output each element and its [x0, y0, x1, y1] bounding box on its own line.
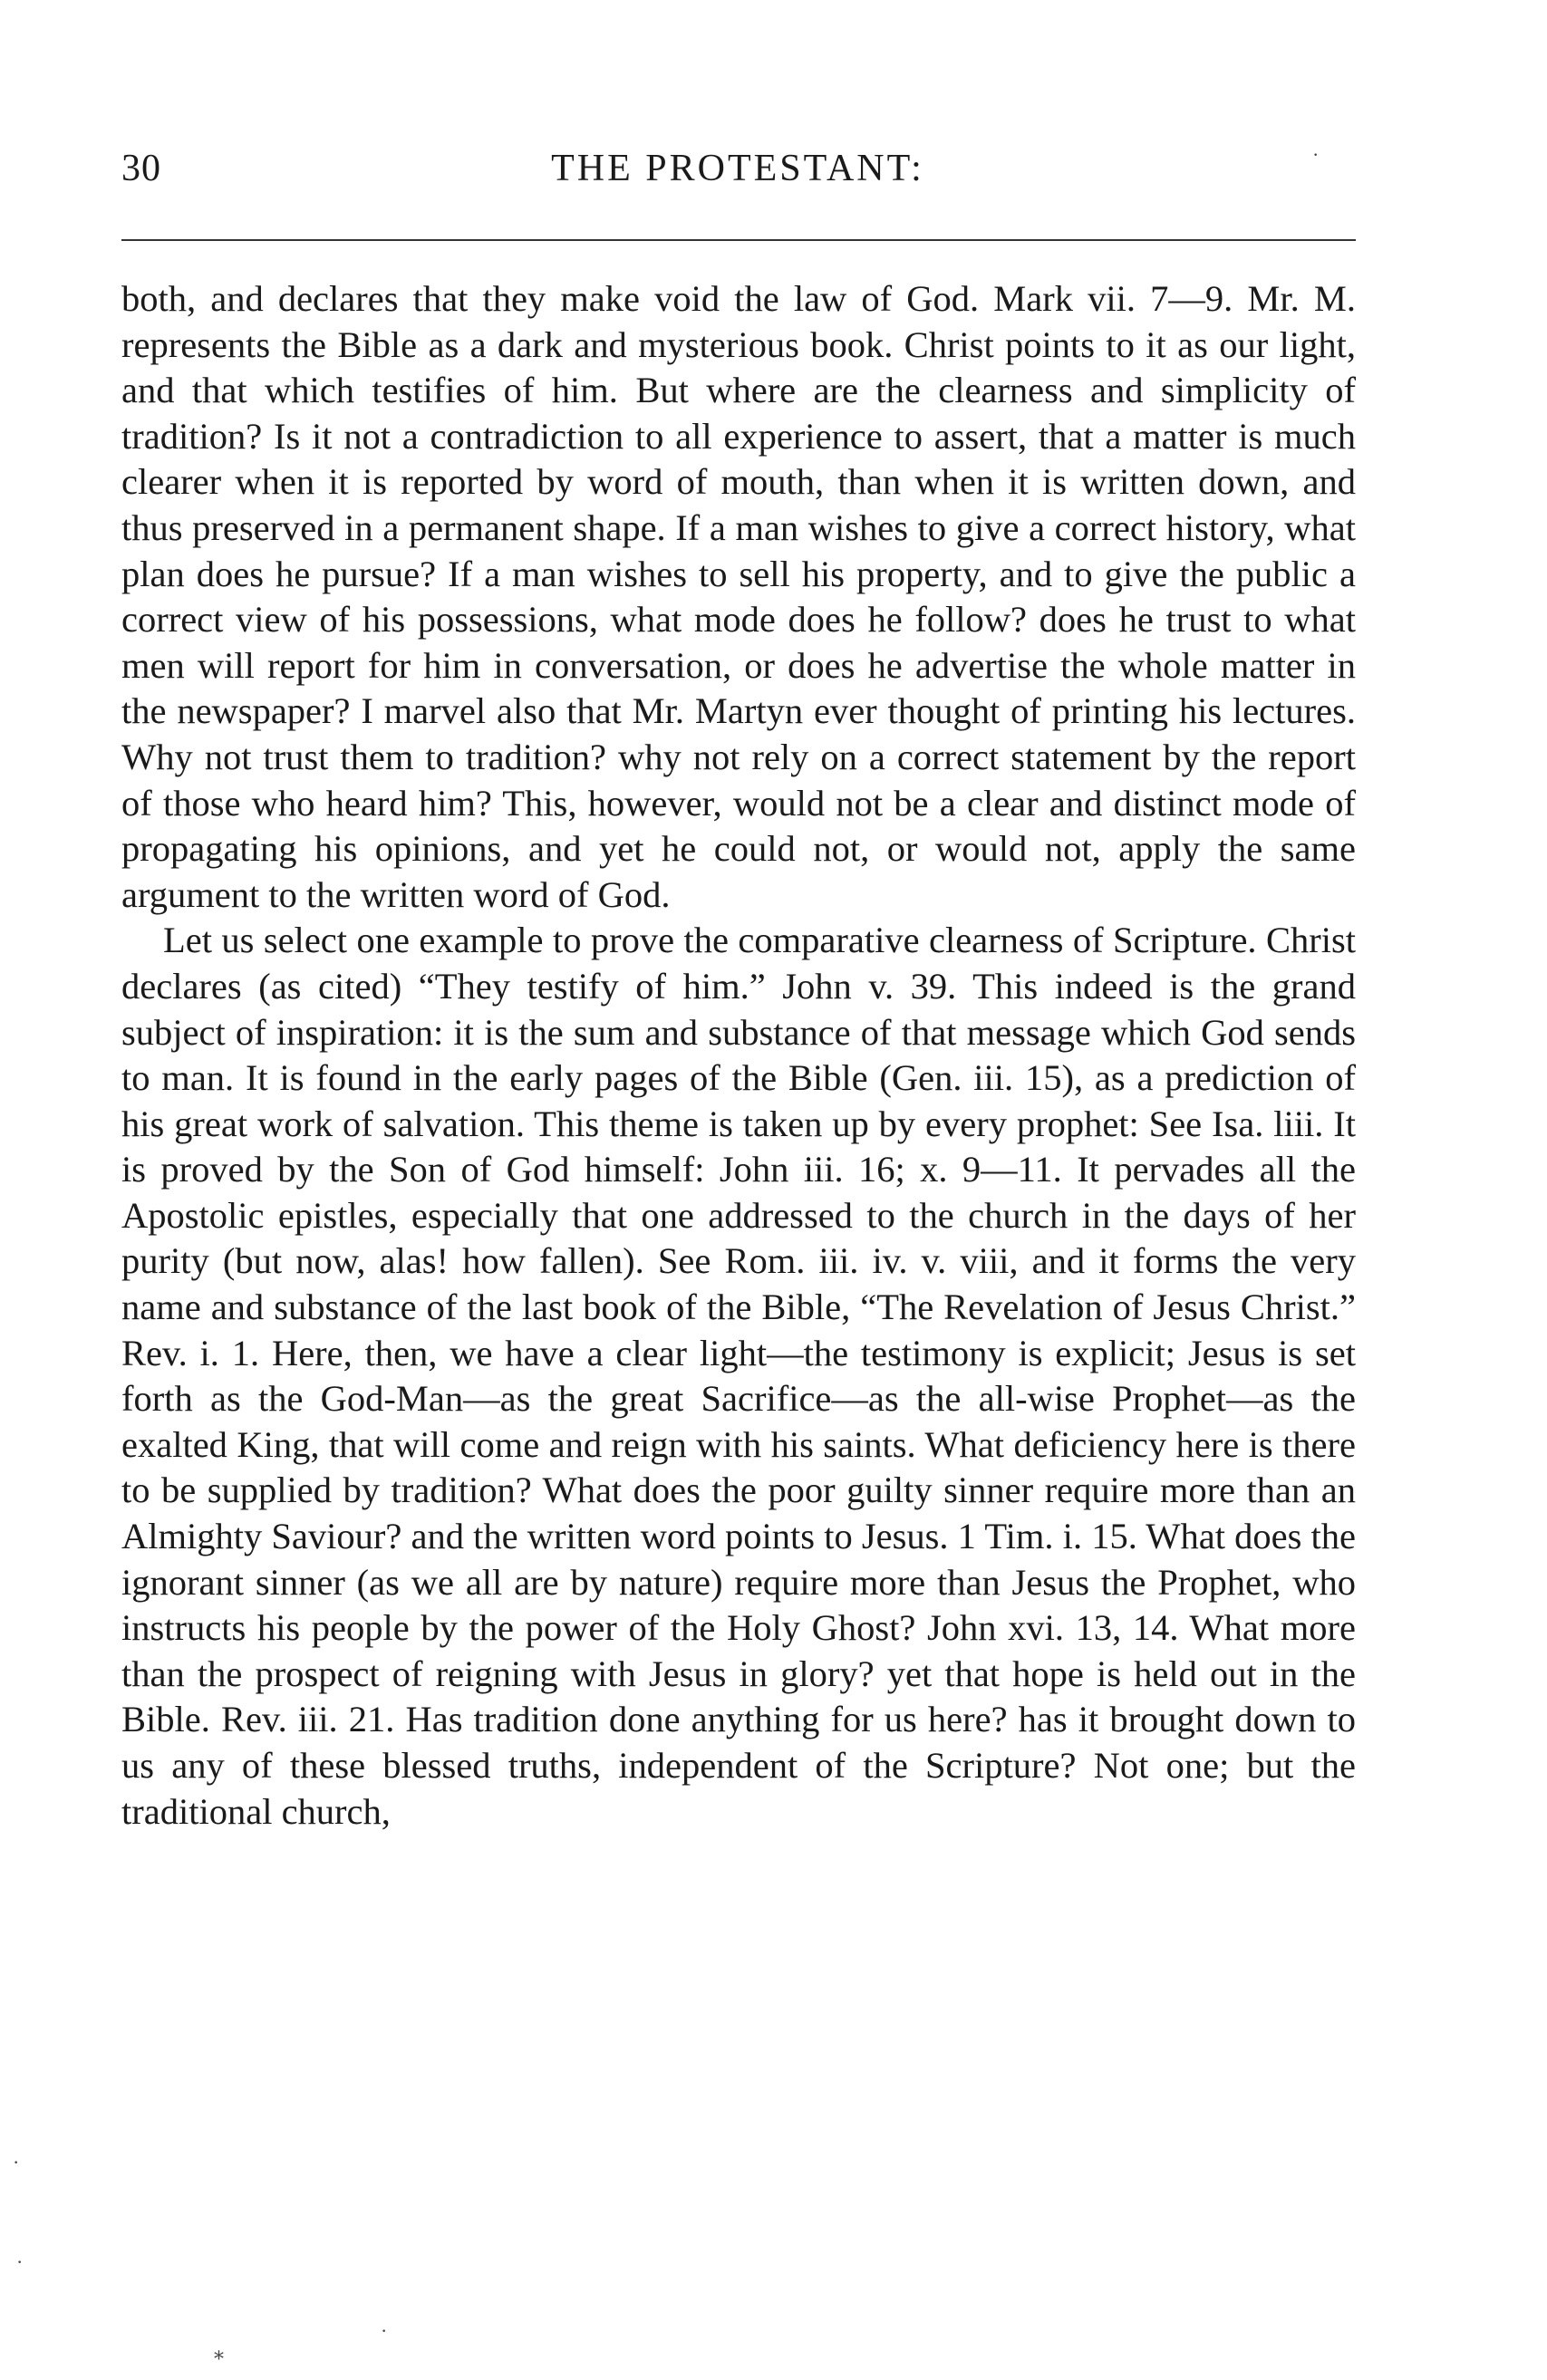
print-speck: · [13, 2151, 20, 2173]
page-number: 30 [121, 148, 161, 189]
body-text [121, 276, 1356, 1835]
running-title: THE PROTESTANT: [551, 148, 924, 189]
paragraph-clearness-of-scripture: Let us select one example to prove the comparative clearness of Scripture. Christ declares (as cited) “They testify of him.” John v. 39. This indeed is the grand subject of inspiration: it is the sum and substance of that message which God sends to man. It is found in the early pages of the Bible (Gen. iii. 15), as a prediction of his great work of salvation. This theme is taken up by every prophet: See Isa. liii. It is proved by the Son of God himself: John iii. 16; x. 9—11. It pervades all the Apostolic epistles, especially that one addressed to the church in the days of her purity (but now, alas! how fallen). See Rom. iii. iv. v. viii, and it forms the very name and substance of the last book of the Bible, “The Revelation of Jesus Christ.” Rev. i. 1. Here, then, we have a clear light—the testimony is explicit; Jesus is set forth as the God-Man—as the great Sacrifice—as the all-wise Prophet—as the exalted King, that will come and reign with his saints. What deficiency here is there to be supplied by tradition? What does the poor guilty sinner require more than an Almighty Saviour? and the written word points to Jesus. 1 Tim. i. 15. What does the ignorant sinner (as we all are by nature) require more than Jesus the Prophet, who instructs his people by the power of the Holy Ghost? John xvi. 13, 14. What more than the prospect of reigning with Jesus in glory? yet that hope is held out in the Bible. Rev. iii. 21. Has tradition done anything for us here? has it brought down to us any of these blessed truths, independent of the Scripture? Not one; but the traditional church, [121, 920, 1356, 1832]
print-speck: · [16, 2250, 24, 2273]
running-head [121, 147, 1354, 210]
header-rule [121, 239, 1356, 241]
paragraph-continuation: both, and declares that they make void the law of God. Mark vii. 7—9. Mr. M. represents the Bible as a dark and mysterious book. Christ points to it as our light, and that which testifies of him. But where are the clearness and simplicity of tradition? Is it not a contradiction to all experience to assert, that a matter is much clearer when it is reported by word of mouth, than when it is written down, and thus preserved in a permanent shape. If a man wishes to give a correct history, what plan does he pursue? If a man wishes to sell his property, and to give the public a correct view of his possessions, what mode does he follow? does he trust to what men will report for him in conversation, or does he advertise the whole matter in the newspaper? I marvel also that Mr. Martyn ever thought of printing his lectures. Why not trust them to tradition? why not rely on a correct statement by the report of those who heard him? This, however, would not be a clear and distinct mode of propagating his opinions, and yet he could not, or would not, apply the same argument to the written word of God. [121, 278, 1356, 915]
print-speck: ⁎ [214, 2341, 224, 2364]
print-speck: · [381, 2319, 388, 2342]
print-speck: · [1312, 143, 1320, 166]
